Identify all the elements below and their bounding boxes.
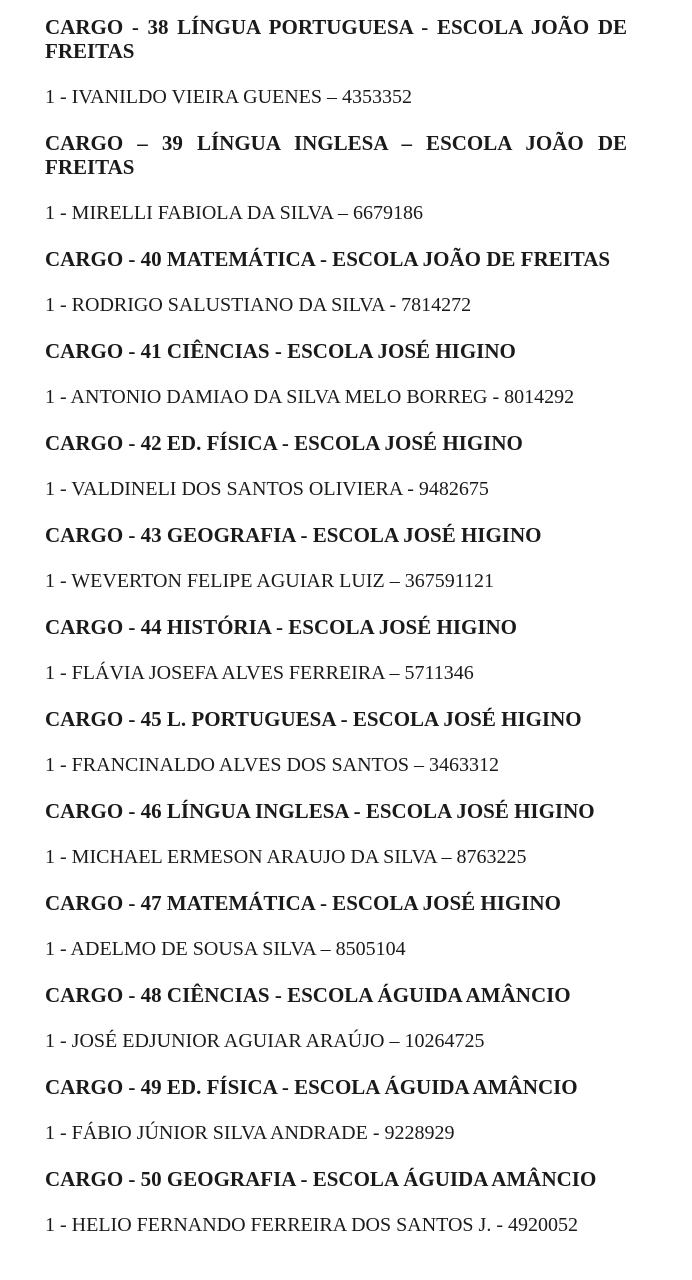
candidate-line: 1 - FRANCINALDO ALVES DOS SANTOS – 3463312 xyxy=(45,754,499,776)
cargo-heading: CARGO - 50 GEOGRAFIA - ESCOLA ÁGUIDA AMÂNCIO xyxy=(45,1167,597,1191)
cargo-heading: CARGO - 44 HISTÓRIA - ESCOLA JOSÉ HIGINO xyxy=(45,615,518,639)
candidate-line: 1 - FÁBIO JÚNIOR SILVA ANDRADE - 9228929 xyxy=(45,1122,455,1144)
cargo-heading: CARGO - 40 MATEMÁTICA - ESCOLA JOÃO DE FREITAS xyxy=(45,247,611,271)
candidate-line: 1 - IVANILDO VIEIRA GUENES – 4353352 xyxy=(45,86,413,108)
cargo-heading: CARGO - 41 CIÊNCIAS - ESCOLA JOSÉ HIGINO xyxy=(45,339,516,363)
cargo-heading: CARGO - 38 LÍNGUA PORTUGUESA - ESCOLA JOÃO DE FREITAS xyxy=(45,15,627,63)
candidate-line: 1 - HELIO FERNANDO FERREIRA DOS SANTOS J. - 4920052 xyxy=(45,1214,578,1236)
cargo-heading: CARGO - 49 ED. FÍSICA - ESCOLA ÁGUIDA AMÂNCIO xyxy=(45,1075,578,1099)
cargo-heading: CARGO – 39 LÍNGUA INGLESA – ESCOLA JOÃO DE FREITAS xyxy=(45,131,627,179)
candidate-line: 1 - RODRIGO SALUSTIANO DA SILVA - 7814272 xyxy=(45,294,472,316)
document-page xyxy=(45,15,627,1237)
candidate-line: 1 - MICHAEL ERMESON ARAUJO DA SILVA – 8763225 xyxy=(45,846,527,868)
cargo-heading: CARGO - 42 ED. FÍSICA - ESCOLA JOSÉ HIGINO xyxy=(45,431,523,455)
cargo-heading: CARGO - 45 L. PORTUGUESA - ESCOLA JOSÉ HIGINO xyxy=(45,707,582,731)
candidate-line: 1 - VALDINELI DOS SANTOS OLIVIERA - 9482675 xyxy=(45,478,489,500)
candidate-line: 1 - ANTONIO DAMIAO DA SILVA MELO BORREG - 8014292 xyxy=(45,386,575,408)
candidate-line: 1 - MIRELLI FABIOLA DA SILVA – 6679186 xyxy=(45,202,423,224)
candidate-line: 1 - ADELMO DE SOUSA SILVA – 8505104 xyxy=(45,938,406,960)
cargo-heading: CARGO - 47 MATEMÁTICA - ESCOLA JOSÉ HIGINO xyxy=(45,891,561,915)
candidate-line: 1 - WEVERTON FELIPE AGUIAR LUIZ – 367591121 xyxy=(45,570,494,592)
cargo-heading: CARGO - 48 CIÊNCIAS - ESCOLA ÁGUIDA AMÂNCIO xyxy=(45,983,571,1007)
cargo-heading: CARGO - 46 LÍNGUA INGLESA - ESCOLA JOSÉ HIGINO xyxy=(45,799,595,823)
candidate-line: 1 - FLÁVIA JOSEFA ALVES FERREIRA – 5711346 xyxy=(45,662,474,684)
candidate-line: 1 - JOSÉ EDJUNIOR AGUIAR ARAÚJO – 10264725 xyxy=(45,1030,485,1052)
cargo-heading: CARGO - 43 GEOGRAFIA - ESCOLA JOSÉ HIGINO xyxy=(45,523,542,547)
